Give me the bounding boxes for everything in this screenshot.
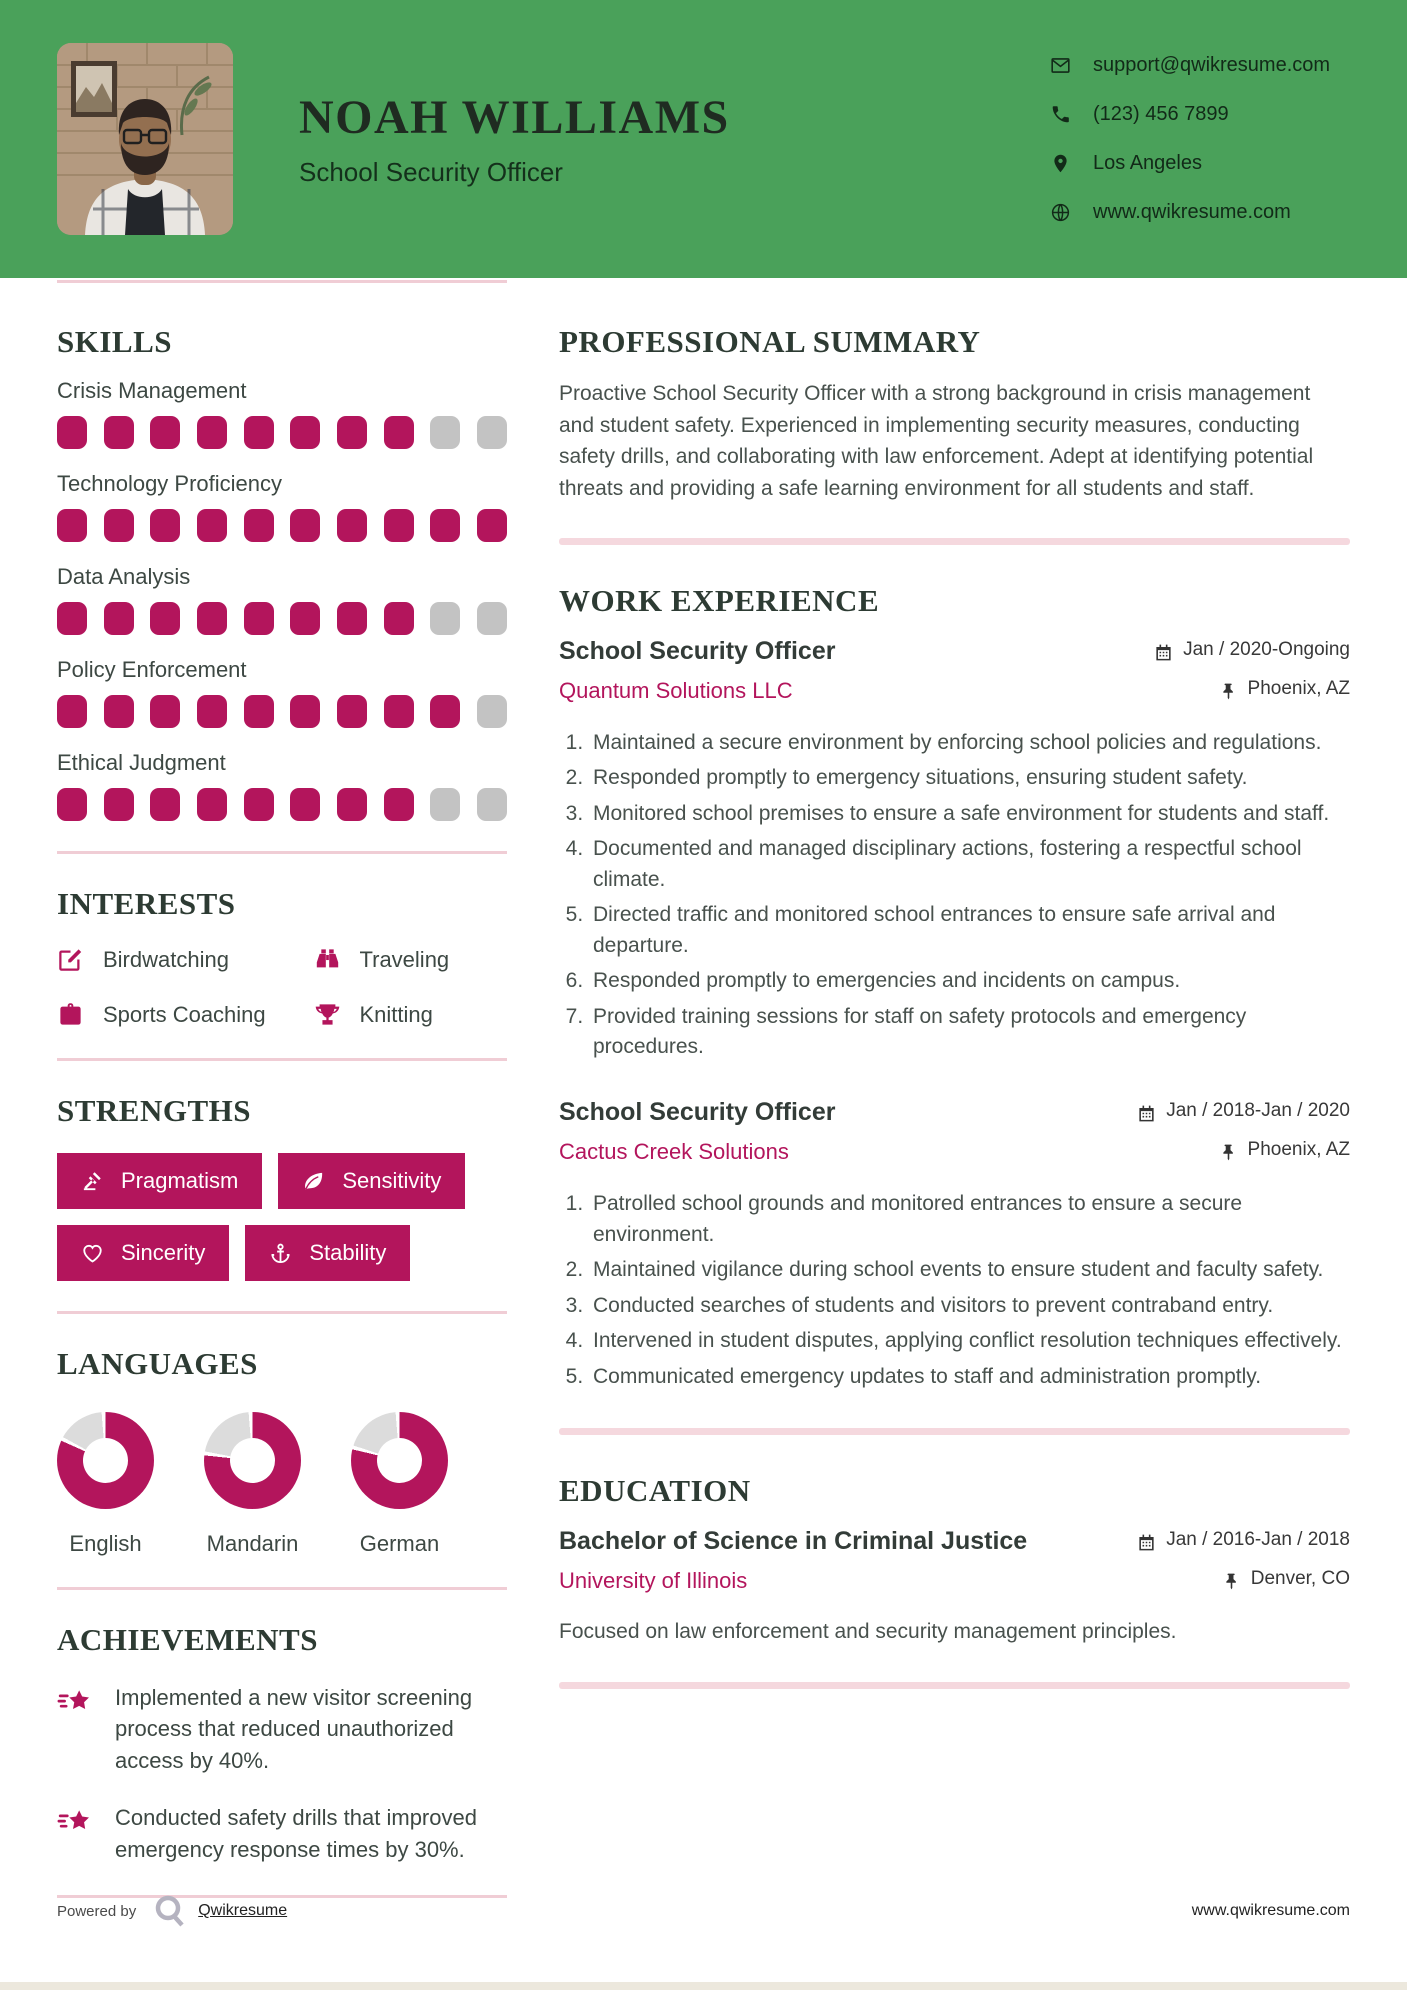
job-bullet: 1. Maintained a secure environment by enforcing school policies and regulations. <box>589 728 1350 758</box>
job-bullet: 2. Maintained vigilance during school events to ensure student and faculty safety. <box>589 1255 1350 1285</box>
rating-dot-filled <box>430 695 460 728</box>
interest-label: Birdwatching <box>103 946 229 972</box>
job-bullet: 5. Directed traffic and monitored school entrances to ensure safe arrival and departure. <box>589 900 1350 961</box>
rating-dot-filled <box>290 416 320 449</box>
strength-label: Sincerity <box>121 1240 206 1265</box>
rating-dot-filled <box>197 788 227 821</box>
job-bullet: 5. Communicated emergency updates to staff and administration promptly. <box>589 1362 1350 1392</box>
skill-rating <box>57 602 507 635</box>
person-job-title: School Security Officer <box>299 157 563 187</box>
strength-badge <box>57 1225 229 1281</box>
job-bullet: 7. Provided training sessions for staff on safety protocols and emergency procedures. <box>589 1002 1350 1063</box>
strength-label: Pragmatism <box>121 1168 239 1193</box>
job-title: School Security Officer <box>559 1098 836 1127</box>
education-header-row <box>559 1527 1350 1556</box>
rating-dot-filled <box>57 695 87 728</box>
sidebar-divider <box>57 851 507 854</box>
bottom-edge-strip <box>0 1982 1407 1990</box>
rating-dot-filled <box>244 788 274 821</box>
briefcase-icon <box>57 1001 84 1028</box>
strength-label: Sensitivity <box>342 1168 442 1193</box>
binoculars-icon <box>314 946 341 973</box>
qwikresume-brand-link[interactable]: Qwikresume <box>198 1902 288 1919</box>
education-subheader-row <box>559 1556 1350 1594</box>
achievement-text: Conducted safety drills that improved emergency response times by 30%. <box>115 1805 477 1862</box>
skill-label: Data Analysis <box>57 564 191 589</box>
skill-item <box>57 564 507 635</box>
footer <box>57 1893 1350 1929</box>
sidebar-top-divider <box>57 280 507 283</box>
rating-dot-empty <box>430 602 460 635</box>
calendar-icon <box>1137 1104 1156 1123</box>
interests-section <box>57 886 507 1028</box>
anchor-icon <box>269 1242 292 1265</box>
interest-item <box>57 1001 314 1028</box>
job-header-row <box>559 637 1350 666</box>
interest-label: Sports Coaching <box>103 1001 266 1027</box>
rating-dot-filled <box>290 509 320 542</box>
language-item <box>57 1412 154 1557</box>
email-icon <box>1050 55 1071 76</box>
job-location <box>1219 1139 1350 1161</box>
job-bullet: 6. Responded promptly to emergencies and incidents on campus. <box>589 966 1350 996</box>
main-divider <box>559 1682 1350 1689</box>
interest-label: Traveling <box>359 946 450 972</box>
trophy-icon <box>314 1001 341 1028</box>
heart-icon <box>81 1242 104 1265</box>
shooting-star-icon <box>57 1684 95 1722</box>
rating-dot-filled <box>104 788 134 821</box>
job-subheader-row <box>559 1127 1350 1165</box>
identity-block <box>299 90 730 188</box>
content-columns <box>0 278 1407 1930</box>
rating-dot-filled <box>337 788 367 821</box>
job-bullet: 4. Documented and managed disciplinary actions, fostering a respectful school climate. <box>589 834 1350 895</box>
rating-dot-filled <box>104 602 134 635</box>
education-dates <box>1137 1529 1350 1551</box>
contact-list <box>1050 54 1350 224</box>
language-item <box>204 1412 301 1557</box>
rating-dot-filled <box>57 602 87 635</box>
education-location <box>1222 1568 1350 1590</box>
strength-label: Stability <box>309 1240 387 1265</box>
job-bullet: 3. Conducted searches of students and visitors to prevent contraband entry. <box>589 1291 1350 1321</box>
summary-heading: PROFESSIONAL SUMMARY <box>559 324 981 359</box>
summary-section <box>559 324 1350 504</box>
job-location <box>1219 678 1350 700</box>
job-bullet: 1. Patrolled school grounds and monitored entrances to ensure a secure environment. <box>589 1189 1350 1250</box>
rating-dot-filled <box>290 695 320 728</box>
rating-dot-filled <box>384 509 414 542</box>
education-section <box>559 1473 1350 1648</box>
job-bullet: 4. Intervened in student disputes, applying conflict resolution techniques effectively. <box>589 1326 1350 1356</box>
skill-label: Technology Proficiency <box>57 471 283 496</box>
rating-dot-filled <box>57 788 87 821</box>
rating-dot-filled <box>337 416 367 449</box>
achievements-list <box>57 1682 507 1865</box>
rating-dot-filled <box>337 602 367 635</box>
job-company-link[interactable]: Cactus Creek Solutions <box>559 1139 789 1165</box>
job-entry <box>559 637 1350 1062</box>
skill-rating <box>57 788 507 821</box>
rating-dot-filled <box>104 416 134 449</box>
rating-dot-filled <box>384 416 414 449</box>
sidebar-divider <box>57 1587 507 1590</box>
rating-dot-filled <box>104 695 134 728</box>
job-bullet-list <box>559 728 1350 1062</box>
sidebar-divider <box>57 1058 507 1061</box>
sidebar-divider <box>57 1311 507 1314</box>
job-location-text: Phoenix, AZ <box>1247 677 1350 699</box>
job-dates-text: Jan / 2018-Jan / 2020 <box>1166 1099 1350 1121</box>
powered-by-label: Powered by <box>57 1902 137 1920</box>
job-dates <box>1154 639 1350 661</box>
strength-badge <box>278 1153 465 1209</box>
education-note: Focused on law enforcement and security management principles. <box>559 1620 1177 1643</box>
header <box>0 0 1407 278</box>
language-donut-chart <box>351 1412 448 1509</box>
interest-item <box>57 946 314 973</box>
globe-icon <box>1050 202 1071 223</box>
main-divider <box>559 538 1350 545</box>
rating-dot-filled <box>244 602 274 635</box>
rating-dot-filled <box>290 602 320 635</box>
strength-badge <box>245 1225 410 1281</box>
job-title: School Security Officer <box>559 637 836 665</box>
language-item <box>351 1412 448 1557</box>
achievement-item <box>57 1802 507 1865</box>
gavel-icon <box>81 1170 104 1193</box>
rating-dot-filled <box>150 509 180 542</box>
qwikresume-logo-icon <box>152 1893 188 1929</box>
contact-row <box>1050 103 1350 126</box>
language-label: English <box>69 1531 142 1556</box>
achievement-item <box>57 1682 507 1776</box>
interest-item <box>314 1001 508 1028</box>
skill-label: Policy Enforcement <box>57 657 247 682</box>
job-dates <box>1137 1100 1350 1122</box>
rating-dot-filled <box>150 788 180 821</box>
education-degree: Bachelor of Science in Criminal Justice <box>559 1527 1028 1555</box>
rating-dot-filled <box>244 416 274 449</box>
skills-list <box>57 378 507 821</box>
skill-rating <box>57 695 507 728</box>
person-name: NOAH WILLIAMS <box>299 91 730 144</box>
profile-photo <box>57 43 233 235</box>
rating-dot-empty <box>477 416 507 449</box>
interest-label: Knitting <box>359 1001 433 1027</box>
job-company-link[interactable]: Quantum Solutions LLC <box>559 678 793 703</box>
contact-text: www.qwikresume.com <box>1093 201 1291 223</box>
contact-text: (123) 456 7899 <box>1093 103 1229 125</box>
rating-dot-empty <box>477 788 507 821</box>
rating-dot-filled <box>477 509 507 542</box>
contact-row <box>1050 152 1350 175</box>
education-school-link[interactable]: University of Illinois <box>559 1568 748 1593</box>
job-list <box>559 637 1350 1392</box>
rating-dot-filled <box>104 509 134 542</box>
profile-photo-illustration <box>57 43 233 235</box>
skill-item <box>57 378 507 449</box>
job-bullet-list <box>559 1189 1350 1392</box>
skill-label: Crisis Management <box>57 378 247 403</box>
work-experience-heading: WORK EXPERIENCE <box>559 583 880 618</box>
strength-badge <box>57 1153 262 1209</box>
rating-dot-filled <box>57 416 87 449</box>
job-bullet: 2. Responded promptly to emergency situations, ensuring student safety. <box>589 763 1350 793</box>
rating-dot-filled <box>197 416 227 449</box>
rating-dot-empty <box>477 602 507 635</box>
language-label: German <box>359 1531 440 1556</box>
job-location-text: Phoenix, AZ <box>1247 1138 1350 1160</box>
education-location-text: Denver, CO <box>1250 1567 1350 1589</box>
contact-text: support@qwikresume.com <box>1093 54 1331 76</box>
calendar-icon <box>1137 1533 1156 1552</box>
pin-icon <box>1222 1572 1241 1591</box>
calendar-icon <box>1154 643 1173 662</box>
rating-dot-filled <box>150 695 180 728</box>
rating-dot-empty <box>430 788 460 821</box>
job-subheader-row <box>559 666 1350 704</box>
rating-dot-filled <box>337 509 367 542</box>
skill-label: Ethical Judgment <box>57 750 226 775</box>
shooting-star-icon <box>57 1804 95 1842</box>
strengths-section <box>57 1093 507 1281</box>
language-donut-chart <box>204 1412 301 1509</box>
skill-rating <box>57 416 507 449</box>
skill-item <box>57 657 507 728</box>
rating-dot-empty <box>430 416 460 449</box>
strengths-list <box>57 1153 507 1281</box>
education-dates-text: Jan / 2016-Jan / 2018 <box>1166 1528 1350 1550</box>
rating-dot-filled <box>337 695 367 728</box>
contact-row <box>1050 201 1350 224</box>
rating-dot-filled <box>290 788 320 821</box>
interests-heading: INTERESTS <box>57 886 236 921</box>
skills-section <box>57 324 507 821</box>
rating-dot-filled <box>150 416 180 449</box>
achievements-section <box>57 1622 507 1865</box>
languages-heading: LANGUAGES <box>57 1346 258 1381</box>
job-dates-text: Jan / 2020-Ongoing <box>1183 638 1350 660</box>
languages-section <box>57 1346 507 1557</box>
strengths-heading: STRENGTHS <box>57 1093 252 1128</box>
interest-item <box>314 946 508 973</box>
skill-item <box>57 750 507 821</box>
contact-row <box>1050 54 1350 77</box>
main-column <box>559 324 1350 1930</box>
rating-dot-filled <box>150 602 180 635</box>
rating-dot-filled <box>197 509 227 542</box>
rating-dot-filled <box>244 695 274 728</box>
pin-icon <box>1219 1143 1238 1162</box>
location-icon <box>1050 153 1071 174</box>
rating-dot-filled <box>197 695 227 728</box>
achievement-text: Implemented a new visitor screening process that reduced unauthorized access by 40%. <box>115 1685 473 1773</box>
job-entry <box>559 1098 1350 1392</box>
pen-square-icon <box>57 946 84 973</box>
language-donut-chart <box>57 1412 154 1509</box>
summary-text: Proactive School Security Officer with a strong background in crisis management and student safety. Experienced in implementing security measures, conducting safety drills, and collaborating with law enforcement. Adept at identifying potential threats and providing a safe learning environment for all students and staff. <box>559 382 1314 500</box>
skill-rating <box>57 509 507 542</box>
phone-icon <box>1050 104 1071 125</box>
language-label: Mandarin <box>206 1531 299 1556</box>
rating-dot-filled <box>384 788 414 821</box>
rating-dot-filled <box>57 509 87 542</box>
rating-dot-filled <box>384 602 414 635</box>
rating-dot-filled <box>197 602 227 635</box>
rating-dot-filled <box>244 509 274 542</box>
rating-dot-empty <box>477 695 507 728</box>
rating-dot-filled <box>430 509 460 542</box>
job-bullet: 3. Monitored school premises to ensure a safe environment for students and staff. <box>589 799 1350 829</box>
sidebar-column <box>57 324 507 1930</box>
main-divider <box>559 1428 1350 1435</box>
achievements-heading: ACHIEVEMENTS <box>57 1622 318 1657</box>
pin-icon <box>1219 682 1238 701</box>
job-header-row <box>559 1098 1350 1127</box>
leaf-icon <box>302 1170 325 1193</box>
contact-text: Los Angeles <box>1093 152 1202 174</box>
footer-website-link[interactable]: www.qwikresume.com <box>1191 1902 1350 1919</box>
languages-list <box>57 1412 507 1557</box>
rating-dot-filled <box>384 695 414 728</box>
skills-heading: SKILLS <box>57 324 173 359</box>
education-heading: EDUCATION <box>559 1473 751 1508</box>
skill-item <box>57 471 507 542</box>
work-experience-section <box>559 583 1350 1392</box>
interests-list <box>57 946 507 1028</box>
